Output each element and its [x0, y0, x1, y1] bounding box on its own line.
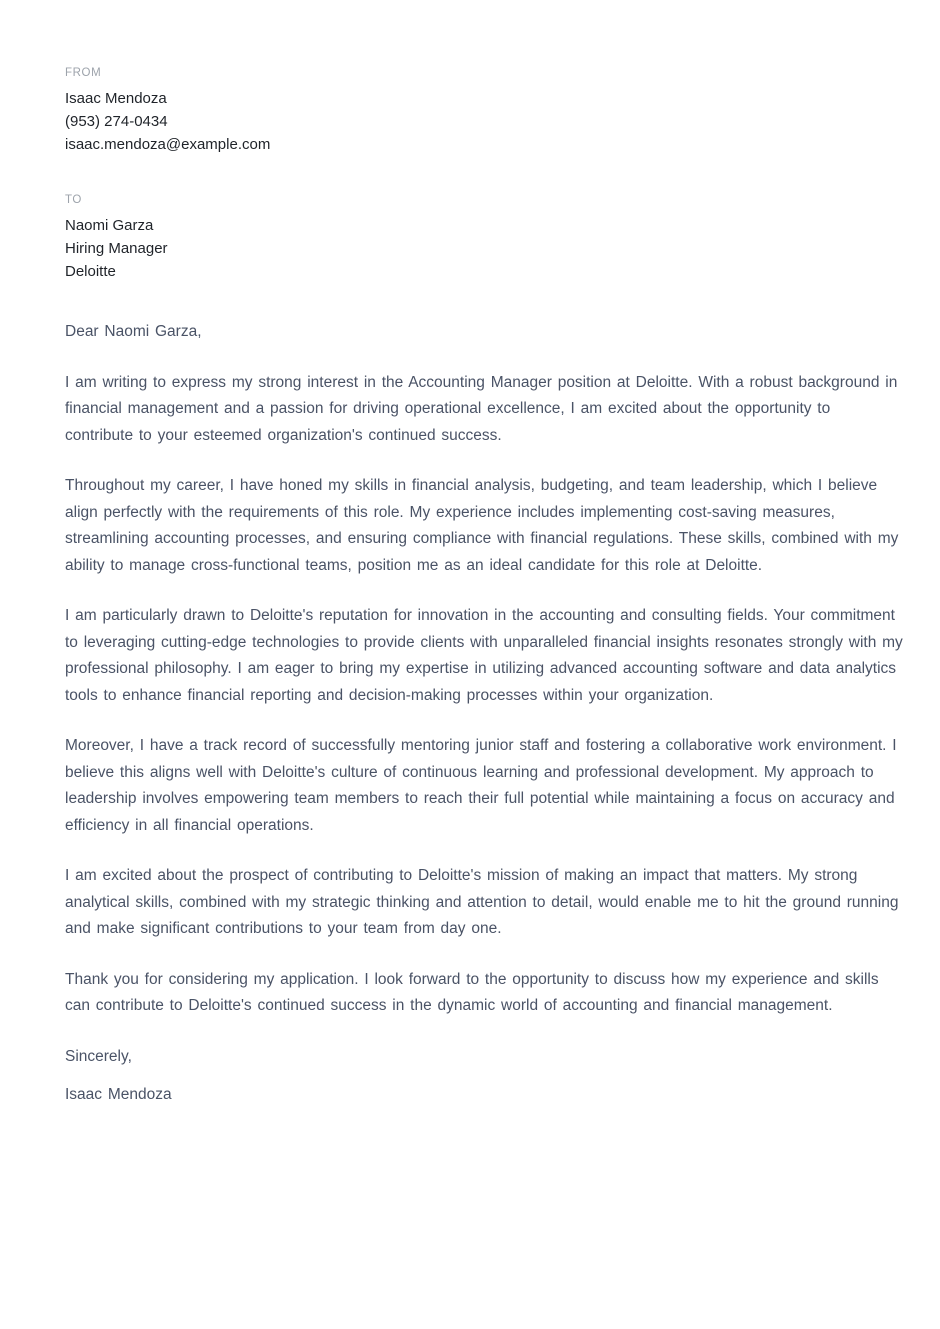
closing: Sincerely, [65, 1047, 132, 1065]
recipient-company: Deloitte [65, 263, 116, 280]
to-section [65, 193, 904, 283]
greeting: Dear Naomi Garza, [65, 323, 202, 340]
sender-phone: (953) 274-0434 [65, 113, 168, 130]
signature-name: Isaac Mendoza [65, 1086, 172, 1103]
sender-email: isaac.mendoza@example.com [65, 136, 271, 153]
letter-body [65, 319, 904, 1109]
from-label: FROM [65, 67, 102, 79]
to-label: TO [65, 194, 82, 206]
body-paragraph: I am excited about the prospect of contributing to Deloitte's mission of making an impact that matters. My strong analytical skills, combined with my strategic thinking and attention to detail, would enable me to hit the ground running and make significant contributions to your team from day one. [65, 867, 899, 937]
body-paragraph: I am writing to express my strong interest in the Accounting Manager position at Deloitte. With a robust background in financial management and a passion for driving operational excellence, I am excited about the opportunity to contribute to your esteemed organization's continued success. [65, 373, 898, 444]
body-paragraph: Thank you for considering my application. I look forward to the opportunity to discuss how my experience and skills can contribute to Deloitte's continued success in the dynamic world of accounting and financial management. [65, 970, 879, 1014]
recipient-name: Naomi Garza [65, 217, 154, 234]
body-paragraph: Moreover, I have a track record of successfully mentoring junior staff and fostering a collaborative work environment. I believe this aligns well with Deloitte's culture of continuous learning and professional development. My approach to leadership involves empowering team members to reach their full potential while maintaining a focus on accuracy and efficiency in all financial operations. [65, 737, 897, 834]
body-paragraph: I am particularly drawn to Deloitte's reputation for innovation in the accounting and consulting fields. Your commitment to leveraging cutting-edge technologies to provide clients with unparalleled financial insights resonates strongly with my professional philosophy. I am eager to bring my expertise in utilizing advanced accounting software and data analytics tools to enhance financial reporting and decision-making processes within your organization. [65, 607, 903, 704]
sender-name: Isaac Mendoza [65, 90, 167, 107]
recipient-title: Hiring Manager [65, 240, 168, 257]
from-section [65, 66, 904, 156]
body-paragraph: Throughout my career, I have honed my skills in financial analysis, budgeting, and team leadership, which I believe align perfectly with the requirements of this role. My experience includes implementing cost-saving measures, streamlining accounting processes, and ensuring compliance with financial regulations. These skills, combined with my ability to manage cross-functional teams, position me as an ideal candidate for this role at Deloitte. [65, 477, 899, 574]
